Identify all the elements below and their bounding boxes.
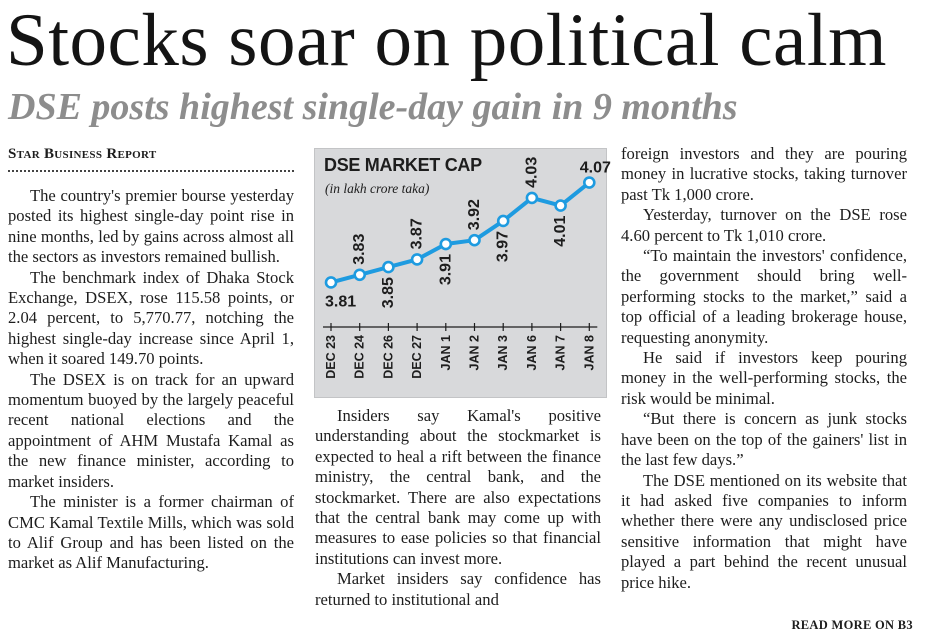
- data-label: 3.97: [494, 230, 512, 263]
- data-label: 3.83: [351, 233, 369, 265]
- data-label: 4.01: [552, 215, 570, 247]
- data-label: 3.92: [466, 199, 483, 231]
- data-point: [383, 262, 393, 272]
- article-column-1: [8, 186, 294, 574]
- byline: Star Business Report: [8, 146, 157, 162]
- chart-subtitle: (in lakh crore taka): [325, 181, 430, 196]
- chart-title: DSE MARKET CAP: [324, 155, 482, 175]
- x-tick-label: JAN 6: [524, 335, 539, 371]
- market-cap-chart: [314, 148, 611, 398]
- x-tick-label: DEC 23: [324, 335, 338, 379]
- data-point: [412, 254, 422, 264]
- subhead: DSE posts highest single-day gain in 9 months: [8, 86, 738, 128]
- x-tick-label: DEC 24: [352, 335, 367, 379]
- data-point: [556, 201, 566, 211]
- data-label: 3.81: [325, 293, 357, 311]
- data-label: 3.87: [408, 218, 426, 250]
- headline: Stocks soar on political calm: [6, 0, 887, 82]
- paragraph: Insiders say Kamal's positive understanding about the stockmarket is expected to heal a rift between the finance ministry, the central bank, and the stockmarket. There are also expectations that the central bank may come up with measures to ease policies so that financial institutions can invest more.: [315, 406, 601, 568]
- x-tick-label: JAN 8: [582, 335, 597, 371]
- data-label: 4.03: [523, 156, 541, 188]
- paragraph: foreign investors and they are pouring money in lucrative stocks, taking turnover past Tk 1,000 crore.: [621, 144, 907, 204]
- paragraph: He said if investors keep pouring money in the well-performing stocks, the risk would be minimal.: [621, 348, 907, 408]
- paragraph: The DSEX is on track for an upward momentum buoyed by the largely peaceful recent national elections and the appointment of AHM Mustafa Kamal as the new finance minister, according to market insiders.: [8, 369, 294, 491]
- data-label: 4.07: [579, 159, 611, 177]
- x-tick-label: JAN 2: [467, 335, 482, 371]
- series-line: [331, 183, 589, 286]
- paragraph: The benchmark index of Dhaka Stock Exchange, DSEX, rose 115.58 points, or 2.04 percent, to 5,770.77, notching the highest single-day increase since April 1, when it soared 149.70 points.: [8, 267, 294, 369]
- article-column-2: [315, 406, 601, 610]
- x-tick-label: JAN 3: [496, 335, 511, 371]
- paragraph: The minister is a former chairman of CMC Kamal Textile Mills, which was sold to Alif Group and has been listed on the market as Alif Manufacturing.: [8, 492, 294, 573]
- x-tick-label: JAN 7: [553, 335, 568, 371]
- chart-plot: [315, 149, 611, 397]
- data-point: [441, 239, 451, 249]
- data-label: 3.91: [437, 254, 455, 286]
- paragraph: Market insiders say confidence has returned to institutional and: [315, 569, 601, 609]
- paragraph: Yesterday, turnover on the DSE rose 4.60 percent to Tk 1,010 crore.: [621, 205, 907, 245]
- data-point: [355, 270, 365, 280]
- paragraph: “To maintain the investors' confidence, the government should bring well-performing stocks to the market,” said a top official of a leading brokerage house, requesting anonymity.: [621, 246, 907, 347]
- x-tick-label: DEC 27: [410, 335, 425, 379]
- paragraph: The country's premier bourse yesterday posted its highest single-day point rise in nine months, led by gains across almost all the sectors as investors remained bullish.: [8, 186, 294, 267]
- article-column-3: [621, 144, 907, 593]
- data-point: [326, 277, 336, 287]
- data-label: 3.85: [379, 277, 397, 309]
- paragraph: “But there is concern as junk stocks have been on the top of the gainers' list in the last few days.”: [621, 409, 907, 470]
- data-point: [470, 235, 480, 245]
- read-more-link[interactable]: READ MORE ON B3: [791, 618, 913, 632]
- byline-divider: [8, 170, 294, 172]
- data-point: [527, 193, 537, 203]
- data-point: [498, 216, 508, 226]
- data-point: [584, 178, 594, 188]
- x-tick-label: DEC 26: [381, 335, 396, 379]
- x-tick-label: JAN 1: [438, 335, 453, 371]
- paragraph: The DSE mentioned on its website that it had asked five companies to inform whether there were any undisclosed price sensitive information that might have played a part behind the recent unusual price hike.: [621, 470, 907, 592]
